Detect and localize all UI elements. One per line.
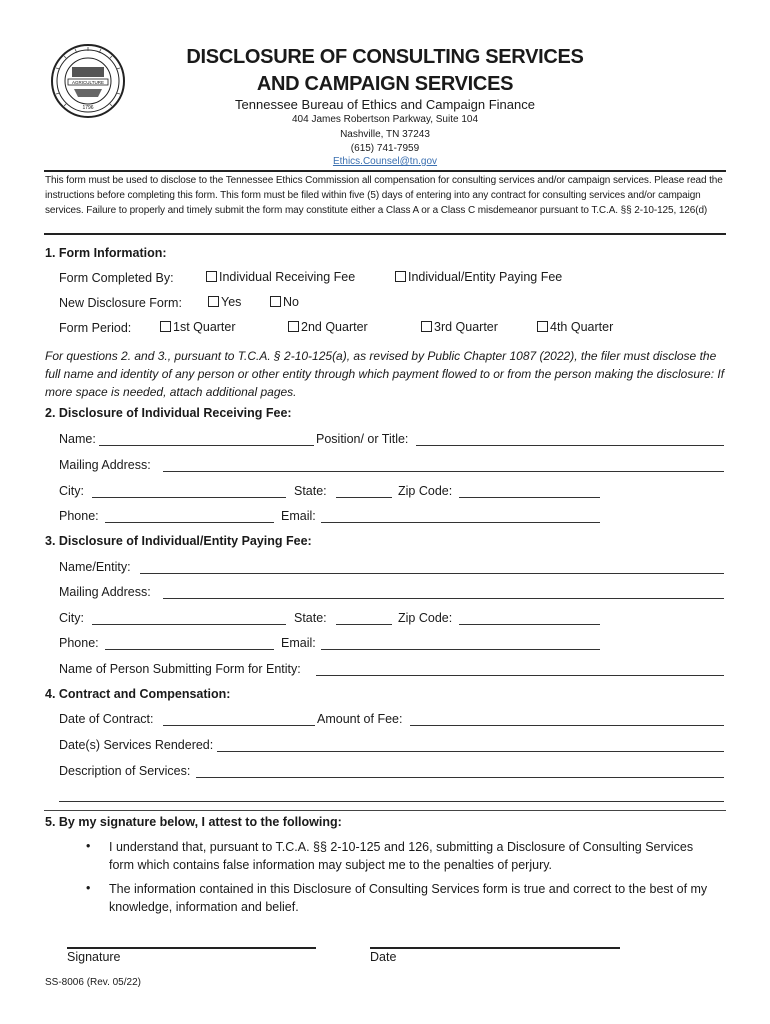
email-input-line[interactable] [321,522,600,523]
position-label: Position/ or Title: [316,432,409,446]
position-input-line[interactable] [416,445,724,446]
mailing-address-label: Mailing Address: [59,458,151,472]
seal-text: AGRICULTURE [72,80,104,85]
date-of-contract-label: Date of Contract: [59,712,154,726]
zip-code-label: Zip Code: [398,611,453,625]
option-label: 1st Quarter [173,320,236,334]
seal-year: 1796 [82,105,94,111]
checkbox-2nd-quarter[interactable] [288,320,368,334]
phone-input-line[interactable] [105,522,274,523]
section5-heading: 5. By my signature below, I attest to the following: [45,815,342,829]
divider [44,170,726,172]
state-input-line[interactable] [336,497,392,498]
state-seal-logo [50,43,126,119]
checkbox-icon[interactable] [160,321,171,332]
submitter-name-input-line[interactable] [316,675,724,676]
state-label: State: [294,611,327,625]
state-input-line[interactable] [336,624,392,625]
form-completed-by-label: Form Completed By: [59,271,174,285]
state-label: State: [294,484,327,498]
description-of-services-input-line-2[interactable] [59,801,724,802]
option-label: 4th Quarter [550,320,614,334]
organization-name: Tennessee Bureau of Ethics and Campaign Finance [235,97,535,112]
email-label: Email: [281,636,316,650]
dates-services-rendered-label: Date(s) Services Rendered: [59,738,214,752]
checkbox-icon[interactable] [537,321,548,332]
form-period-label: Form Period: [59,321,132,335]
bullet-icon: • [86,839,91,853]
dates-services-rendered-input-line[interactable] [217,751,724,752]
date-of-contract-input-line[interactable] [163,725,315,726]
new-disclosure-form-label: New Disclosure Form: [59,296,182,310]
mailing-address-label: Mailing Address: [59,585,151,599]
divider [44,810,726,811]
amount-of-fee-input-line[interactable] [410,725,724,726]
email-label: Email: [281,509,316,523]
city-input-line[interactable] [92,497,286,498]
phone-number: (615) 741-7959 [350,143,420,154]
address-line2: Nashville, TN 37243 [340,129,430,140]
checkbox-icon[interactable] [288,321,299,332]
form-title-line1: DISCLOSURE OF CONSULTING SERVICES [186,46,584,68]
form-title-line2: AND CAMPAIGN SERVICES [256,73,514,95]
attestation-item-2: The information contained in this Disclosure of Consulting Services form is true and correct to the best of my knowledge, information and belief. [109,882,708,914]
intro-text: This form must be used to disclose to the Tennessee Ethics Commission all compensation for consulting services and/or campaign services. Please read the instructions before completing this form. This form must be filed within five (5) days of entering into any contract for consulting services and/or campaign services. Failure to properly and timely submit the form may constitute either a Class A or a Class C misdemeanor pursuant to T.C.A. §§ 2-10-125, 126(d) [45,175,723,216]
checkbox-4th-quarter[interactable] [537,320,613,334]
submitter-name-label: Name of Person Submitting Form for Entity: [59,662,301,676]
option-label: 2nd Quarter [301,320,368,334]
zip-code-label: Zip Code: [398,484,453,498]
bullet-icon: • [86,881,91,895]
mailing-address-input-line[interactable] [163,471,724,472]
description-of-services-input-line[interactable] [196,777,724,778]
checkbox-yes[interactable] [208,295,241,309]
option-label: Individual/Entity Paying Fee [408,270,563,284]
option-label: Yes [221,295,242,309]
date-line[interactable] [370,947,620,949]
option-label: Individual Receiving Fee [219,270,356,284]
attestation-item-1: I understand that, pursuant to T.C.A. §§ 2-10-125 and 126, submitting a Disclosure of Consulting Services form which contains false information may subject me to the penalties of perjury. [109,840,694,872]
address-line1: 404 James Robertson Parkway, Suite 104 [291,114,479,125]
email-input-line[interactable] [321,649,600,650]
signature-label: Signature [67,950,121,964]
section1-heading: 1. Form Information: [45,246,167,260]
mailing-address-input-line[interactable] [163,598,724,599]
city-label: City: [59,611,84,625]
divider [44,233,726,235]
amount-of-fee-label: Amount of Fee: [317,712,403,726]
name-entity-label: Name/Entity: [59,560,131,574]
checkbox-icon[interactable] [395,271,406,282]
checkbox-individual-receiving-fee[interactable] [206,270,355,284]
phone-label: Phone: [59,509,99,523]
zip-code-input-line[interactable] [459,624,600,625]
checkbox-3rd-quarter[interactable] [421,320,498,334]
checkbox-icon[interactable] [206,271,217,282]
option-label: No [283,295,299,309]
section3-heading: 3. Disclosure of Individual/Entity Paying Fee: [45,534,312,548]
option-label: 3rd Quarter [434,320,498,334]
city-label: City: [59,484,84,498]
phone-input-line[interactable] [105,649,274,650]
instructions-note: For questions 2. and 3., pursuant to T.C.A. § 2-10-125(a), as revised by Public Chapter 1087 (2022), the filer must disclose the full name and identity of any person or other entity through which payment flowed to or from the person making the disclosure: If more space is needed, attach additional pages. [45,349,725,399]
checkbox-icon[interactable] [421,321,432,332]
date-label: Date [370,950,397,964]
section2-heading: 2. Disclosure of Individual Receiving Fee: [45,406,292,420]
name-entity-input-line[interactable] [140,573,724,574]
name-input-line[interactable] [99,445,314,446]
zip-code-input-line[interactable] [459,497,600,498]
checkbox-individual-entity-paying-fee[interactable] [395,270,562,284]
email-link[interactable]: Ethics.Counsel@tn.gov [332,156,438,167]
description-of-services-label: Description of Services: [59,764,191,778]
signature-line[interactable] [67,947,316,949]
name-label: Name: [59,432,96,446]
checkbox-1st-quarter[interactable] [160,320,236,334]
section4-heading: 4. Contract and Compensation: [45,687,231,701]
phone-label: Phone: [59,636,99,650]
checkbox-no[interactable] [270,295,299,309]
city-input-line[interactable] [92,624,286,625]
checkbox-icon[interactable] [270,296,281,307]
checkbox-icon[interactable] [208,296,219,307]
form-revision-footer: SS-8006 (Rev. 05/22) [45,977,141,988]
